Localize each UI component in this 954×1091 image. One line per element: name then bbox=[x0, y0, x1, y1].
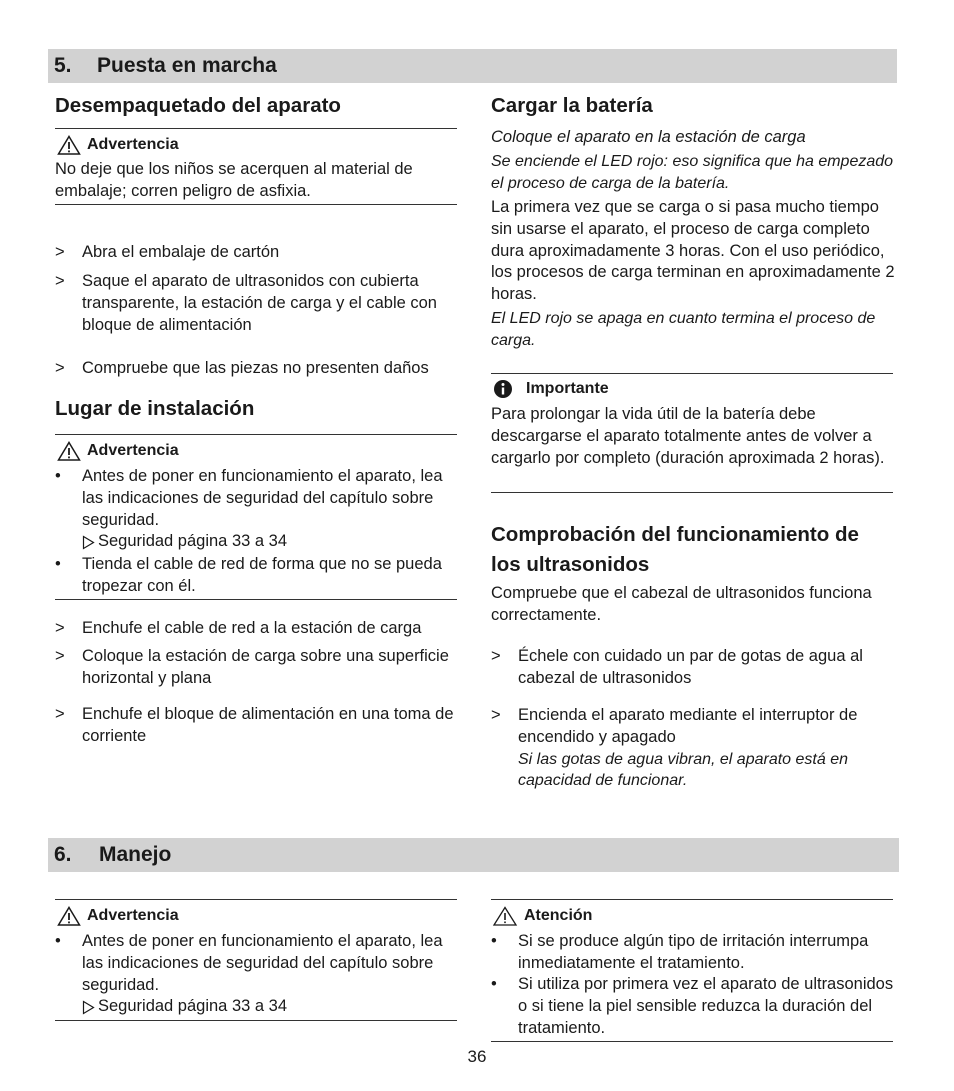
charge-result-2: El LED rojo se apaga en cuanto termina el proceso de carga. bbox=[491, 310, 876, 349]
caution-icon bbox=[492, 906, 518, 926]
list-item: > Coloque la estación de carga sobre una superficie horizontal y plana bbox=[55, 647, 449, 687]
warning-icon bbox=[57, 135, 81, 155]
charge-instruction: Coloque el aparato en la estación de carga bbox=[491, 128, 806, 146]
handling-warning-title: Advertencia bbox=[57, 906, 179, 926]
important-title: Importante bbox=[492, 379, 609, 399]
charge-heading: Cargar la batería bbox=[491, 94, 653, 117]
charge-result: Se enciende el LED rojo: eso significa que ha empezado el proceso de carga de la batería. bbox=[491, 153, 894, 192]
arrow-right-icon bbox=[82, 535, 95, 550]
list-item: • Antes de poner en funcionamiento el aparato, lea las indicaciones de seguridad del capítulo sobre seguridad. Seguridad página 33 a 34 bbox=[55, 466, 457, 553]
list-item: > Abra el embalaje de cartón bbox=[55, 243, 280, 261]
warning-icon bbox=[57, 906, 81, 926]
divider bbox=[55, 204, 457, 205]
divider bbox=[55, 599, 457, 600]
divider bbox=[55, 128, 457, 129]
reference: Seguridad página 33 a 34 bbox=[82, 531, 457, 553]
section-6-header bbox=[48, 838, 899, 872]
list-item: • Si utiliza por primera vez el aparato de ultrasonidos o si tiene la piel sensible reduzca la duración del tratamiento. bbox=[491, 975, 894, 1037]
section-title: Manejo bbox=[99, 843, 172, 866]
ultrasound-heading: Comprobación del funcionamiento de los ultrasonidos bbox=[491, 523, 859, 576]
important-text: Para prolongar la vida útil de la batería debe descargarse el aparato totalmente antes de volver a cargarlo por completo (duración aproximada 2 horas). bbox=[491, 405, 885, 467]
divider bbox=[491, 899, 893, 900]
section-title: Puesta en marcha bbox=[97, 54, 277, 77]
charge-body: La primera vez que se carga o si pasa mucho tiempo sin usarse el aparato, el proceso de carga completo dura aproximadamente 3 horas. Con el uso periódico, los procesos de carga terminan en aproximadamente 2 horas. bbox=[491, 198, 895, 304]
unpack-heading: Desempaquetado del aparato bbox=[55, 94, 341, 117]
divider bbox=[491, 1041, 893, 1042]
list-item: • Si se produce algún tipo de irritación interrumpa inmediatamente el tratamiento. bbox=[491, 932, 869, 972]
list-item: > Compruebe que las piezas no presenten daños bbox=[55, 359, 429, 377]
divider bbox=[55, 1020, 457, 1021]
section-number: 5. bbox=[54, 54, 72, 77]
list-item: > Échele con cuidado un par de gotas de agua al cabezal de ultrasonidos bbox=[491, 647, 863, 687]
divider bbox=[491, 492, 893, 493]
ultrasound-result: Si las gotas de agua vibran, el aparato está en capacidad de funcionar. bbox=[518, 750, 848, 790]
section-5-header bbox=[48, 49, 897, 83]
list-item: • Tienda el cable de red de forma que no se pueda tropezar con él. bbox=[55, 555, 442, 595]
divider bbox=[55, 899, 457, 900]
reference: Seguridad página 33 a 34 bbox=[82, 996, 457, 1018]
list-item: > Saque el aparato de ultrasonidos con cubierta transparente, la estación de carga y el cable con bloque de alimentación bbox=[55, 272, 437, 334]
unpack-warning-text: No deje que los niños se acerquen al material de embalaje; corren peligro de asfixia. bbox=[55, 160, 413, 200]
divider bbox=[491, 373, 893, 374]
page-number: 36 bbox=[467, 1047, 487, 1066]
location-warning-title: Advertencia bbox=[57, 441, 179, 461]
arrow-right-icon bbox=[82, 1000, 95, 1015]
list-item: > Enchufe el cable de red a la estación de carga bbox=[55, 619, 422, 637]
section-number: 6. bbox=[54, 843, 72, 866]
list-item: > Encienda el aparato mediante el interruptor de encendido y apagado Si las gotas de agua vibran, el aparato está en capacidad de funcionar. bbox=[491, 705, 901, 792]
location-heading: Lugar de instalación bbox=[55, 397, 255, 420]
unpack-warning-title: Advertencia bbox=[57, 135, 179, 155]
divider bbox=[55, 434, 457, 435]
attention-title: Atención bbox=[492, 906, 592, 926]
ultrasound-intro: Compruebe que el cabezal de ultrasonidos funciona correctamente. bbox=[491, 584, 872, 624]
list-item: • Antes de poner en funcionamiento el aparato, lea las indicaciones de seguridad del capítulo sobre seguridad. Seguridad página 33 a 34 bbox=[55, 931, 457, 1018]
warning-icon bbox=[57, 441, 81, 461]
list-item: > Enchufe el bloque de alimentación en una toma de corriente bbox=[55, 705, 454, 745]
info-icon bbox=[492, 379, 516, 399]
